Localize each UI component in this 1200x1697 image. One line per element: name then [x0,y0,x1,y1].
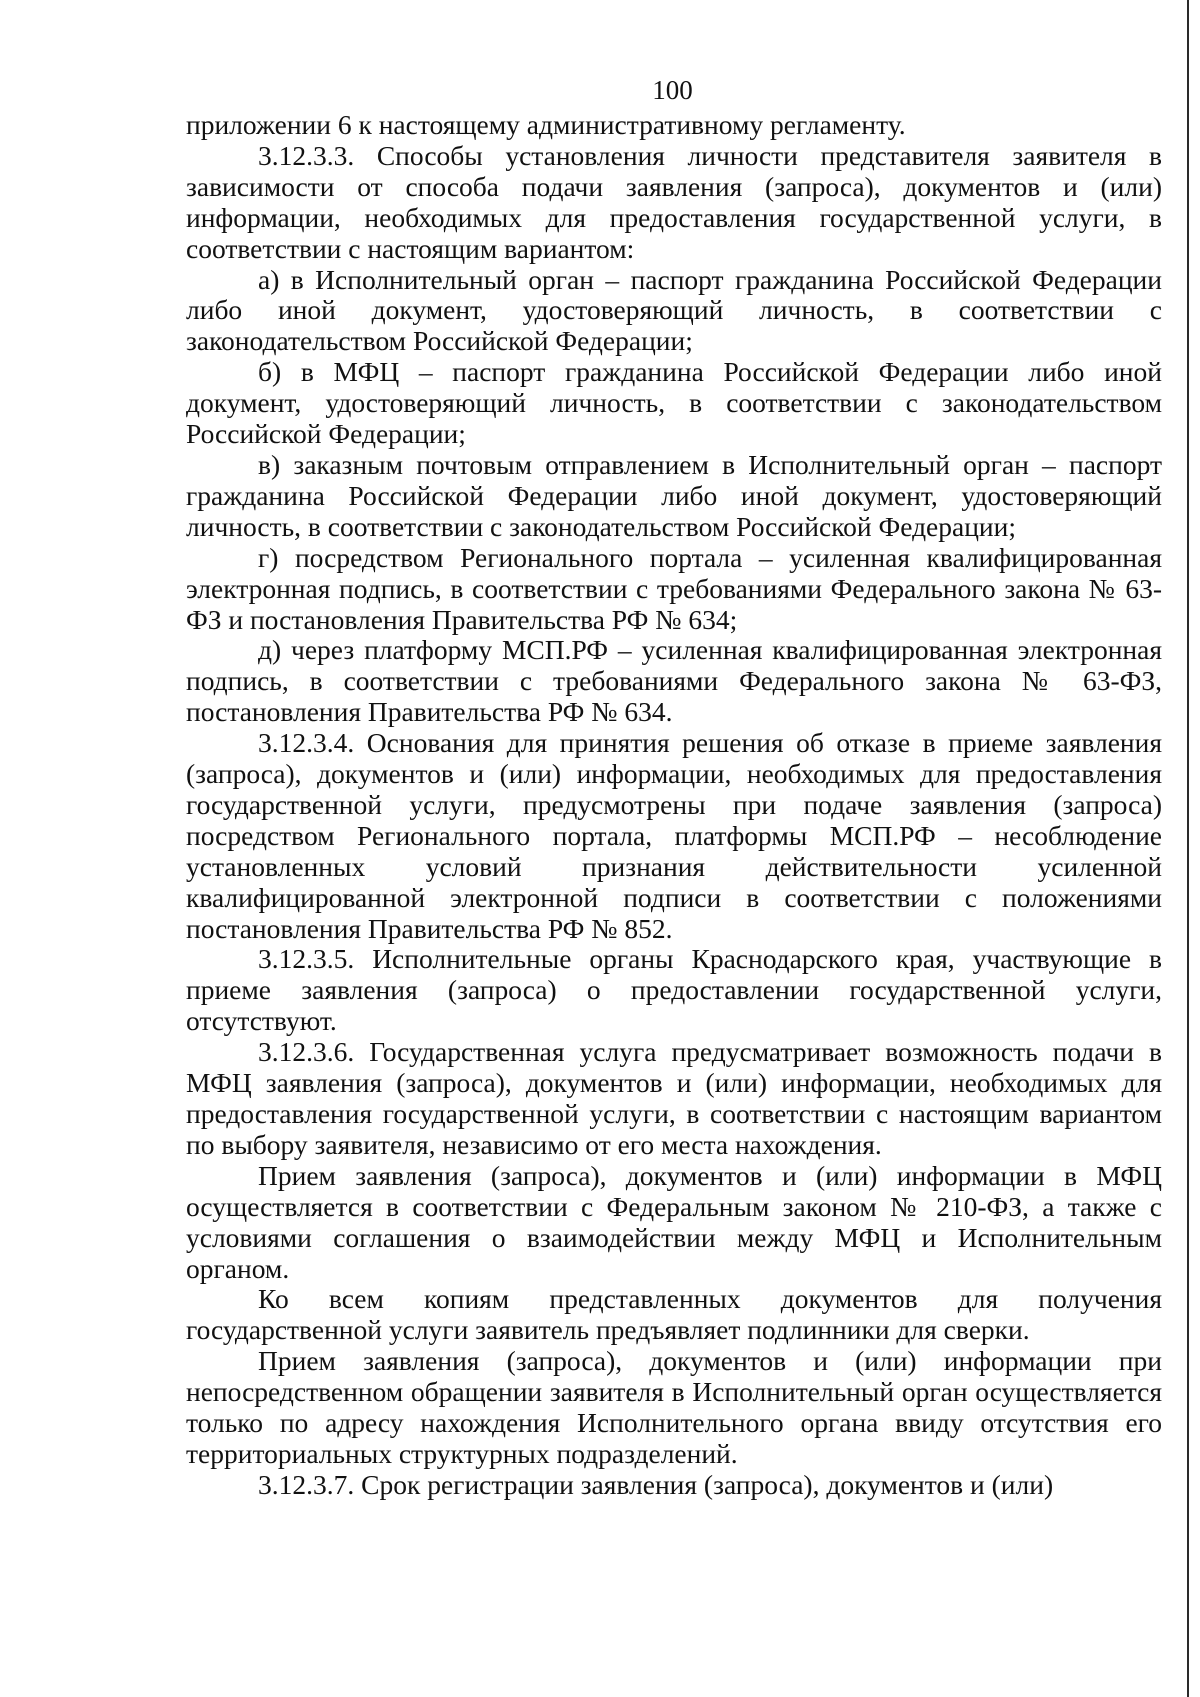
paragraph-continuation: приложении 6 к настоящему административному регламенту. [186,109,906,140]
paragraph-3-12-3-6: 3.12.3.6. Государственная услуга предусматривает возможность подачи в МФЦ заявления (запроса), документов и (или) информации, необходимых для предоставления государственной услуги, в соответствии с настоящим вариантом по выбору заявителя, независимо от его места нахождения. [186,1036,1162,1160]
paragraph-3-12-3-7: 3.12.3.7. Срок регистрации заявления (запроса), документов и (или) [258,1468,1054,1500]
paragraph-item-b: б) в МФЦ – паспорт гражданина Российской Федерации либо иной документ, удостоверяющий личность, в соответствии с законодательством Российской Федерации; [186,356,1162,450]
paragraph-item-a: а) в Исполнительный орган – паспорт гражданина Российской Федерации либо иной документ, удостоверяющий личность, в соответствии с законодательством Российской Федерации; [186,263,1162,357]
paragraph-3-12-3-5: 3.12.3.5. Исполнительные органы Краснодарского края, участвующие в приеме заявления (запроса) о предоставлении государственной услуги, отсутствуют. [186,943,1162,1037]
document-body [186,110,1162,1501]
page-number: 100 [652,75,693,105]
paragraph-item-g: г) посредством Регионального портала – усиленная квалифицированная электронная подпись, в соответствии с требованиями Федерального закона № 63-ФЗ и постановления Правительства РФ № 634; [186,541,1162,635]
paragraph-copies: Ко всем копиям представленных документов для получения государственной услуги заявитель предъявляет подлинники для сверки. [186,1283,1162,1346]
paragraph-mfc-reception: Прием заявления (запроса), документов и (или) информации в МФЦ осуществляется в соответствии с Федеральным законом № 210-ФЗ, а также с условиями соглашения о взаимодействии между МФЦ и Исполнительным органом. [186,1159,1162,1284]
paragraph-3-12-3-3: 3.12.3.3. Способы установления личности представителя заявителя в зависимости от способа подачи заявления (запроса), документов и (или) информации, необходимых для предоставления государственной услуги, в соответствии с настоящим вариантом: [186,139,1162,264]
paragraph-3-12-3-4: 3.12.3.4. Основания для принятия решения об отказе в приеме заявления (запроса), документов и (или) информации, необходимых для предоставления государственной услуги, предусмотрены при подаче заявления (запроса) посредством Регионального портала, платформы МСП.РФ – несоблюдение установленных условий признания действительности усиленной квалифицированной электронной подписи в соответствии с положениями постановления Правительства РФ № 852. [186,727,1162,944]
paragraph-item-v: в) заказным почтовым отправлением в Исполнительный орган – паспорт гражданина Российской Федерации либо иной документ, удостоверяющий личность, в соответствии с законодательством Российской Федерации; [186,448,1162,542]
paragraph-item-d: д) через платформу МСП.РФ – усиленная квалифицированная электронная подпись, в соответствии с требованиями Федерального закона № 63-ФЗ, постановления Правительства РФ № 634. [186,634,1162,728]
paragraph-direct-reception: Прием заявления (запроса), документов и (или) информации при непосредственном обращении заявителя в Исполнительный орган осуществляется только по адресу нахождения Исполнительного органа ввиду отсутствия его территориальных структурных подразделений. [186,1345,1162,1469]
page-edge-line [1187,0,1189,1697]
